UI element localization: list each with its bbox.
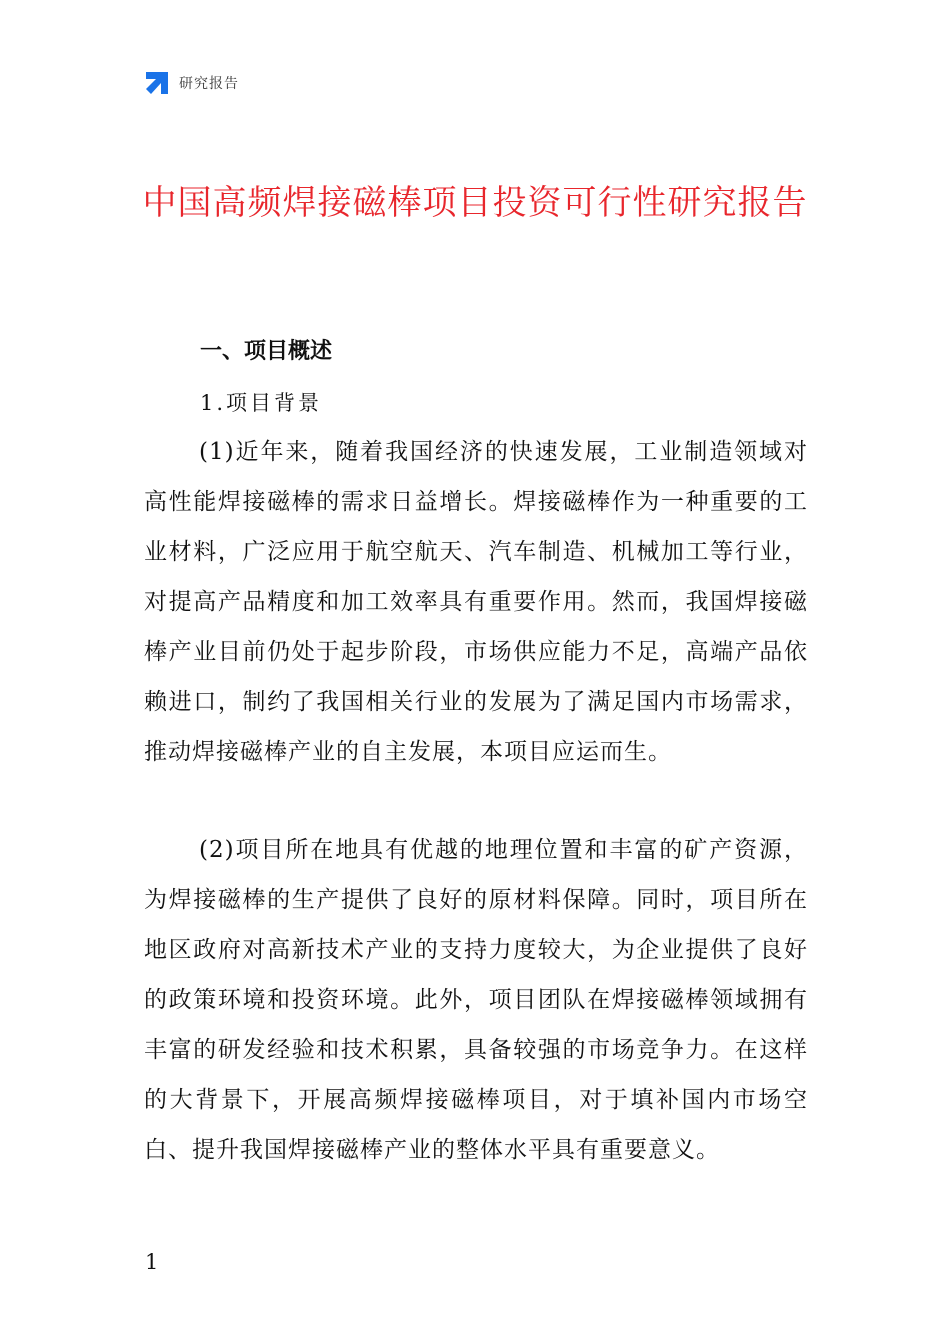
body-paragraph: (1)近年来，随着我国经济的快速发展，工业制造领域对高性能焊接磁棒的需求日益增长。焊接磁棒作为一种重要的工业材料，广泛应用于航空航天、汽车制造、机械加工等行业，对提高产品精度和加工效率具有重要作用。然而，我国焊接磁棒产业目前仍处于起步阶段，市场供应能力不足，高端产品依赖进口，制约了我国相关行业的发展为了满足国内市场需求，推动焊接磁棒产业的自主发展，本项目应运而生。 [144, 439, 808, 765]
header-label: 研究报告 [179, 76, 239, 92]
page-header [144, 68, 239, 98]
arrow-up-right-icon [144, 70, 170, 96]
body-paragraph: (2)项目所在地具有优越的地理位置和丰富的矿产资源，为焊接磁棒的生产提供了良好的原材料保障。同时，项目所在地区政府对高新技术产业的支持力度较大，为企业提供了良好的政策环境和投资环境。此外，项目团队在焊接磁棒领域拥有丰富的研发经验和技术积累，具备较强的市场竞争力。在这样的大背景下，开展高频焊接磁棒项目，对于填补国内市场空白、提升我国焊接磁棒产业的整体水平具有重要意义。 [144, 837, 808, 1163]
page-number: 1 [145, 1250, 159, 1274]
section-heading: 一、项目概述 [200, 339, 333, 364]
document-title: 中国高频焊接磁棒项目投资可行性研究报告 [142, 183, 808, 223]
subsection-heading: 1.项目背景 [200, 391, 323, 415]
